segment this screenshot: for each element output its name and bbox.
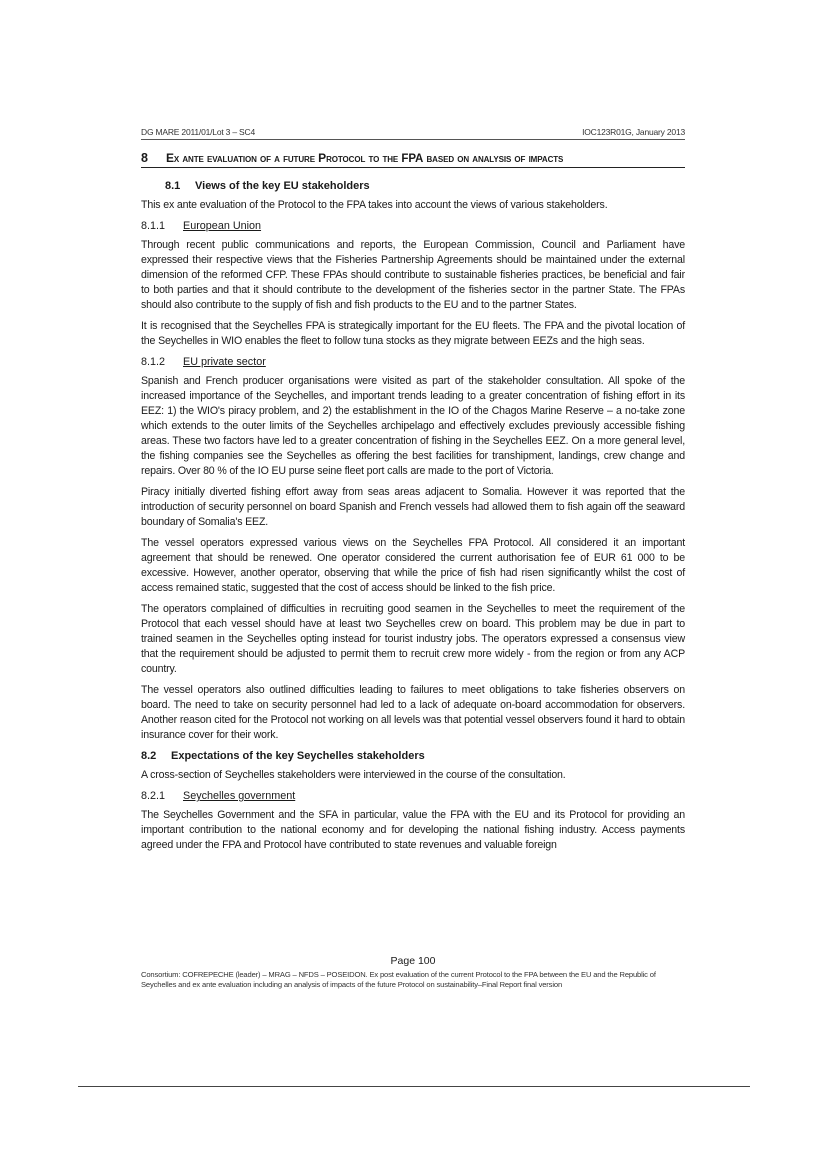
chapter-title-part: to the — [365, 151, 402, 165]
section-title: Views of the key EU stakeholders — [195, 180, 370, 192]
subsection-heading-8-1-1 — [141, 220, 685, 232]
chapter-title-part: based on analysis of impacts — [423, 151, 564, 165]
chapter-title-part: Ex ante evaluation of a future — [166, 151, 319, 165]
paragraph: Through recent public communications and reports, the European Commission, Council and Parliament have expressed their respective views that the Fisheries Partnership Agreements should be maintained under the external dimension of the reformed CFP. These FPAs should contribute to sustainable fisheries practices, be beneficial and fair to both parties and that it should contribute to the development of the fisheries sector in the partner State. The FPAs should also contribute to the supply of fish and fish products to the EU and to the partner States. — [141, 239, 685, 311]
subsection-title: European Union — [183, 220, 262, 232]
subsection-title: EU private sector — [183, 356, 266, 368]
paragraph: Piracy initially diverted fishing effort away from seas areas adjacent to Somalia. However it was reported that the introduction of security personnel on board Spanish and French vessels had allowed them to fish again off the seaward boundary of Somalia's EEZ. — [141, 486, 685, 528]
subsection-number: 8.1.2 — [141, 356, 166, 368]
paragraph: Spanish and French producer organisations were visited as part of the stakeholder consultation. All spoke of the increased importance of the Seychelles, and important trends leading to a greater concentration of fishing effort in its EEZ: 1) the WIO's piracy problem, and 2) the establishment in the IO of the Chagos Marine Reserve – a no-take zone which extends to the outer limits of the Seychelles archipelago and effectively excludes previously accessible fishing areas. These two factors have led to a greater concentration of fishing in the Seychelles EEZ. On a more general level, the fishing companies see the Seychelles as offering the best facilities for transhipment, landings, crew change and repairs. Over 80 % of the IO EU purse seine fleet port calls are made to the port of Victoria. — [141, 375, 685, 477]
paragraph: The vessel operators also outlined difficulties leading to failures to meet obligations to take fisheries observers on board. The need to take on security personnel had led to a lack of adequate on-board accommodation for observers. Another reason cited for the Protocol not working on all levels was that potential vessel observers found it hard to obtain insurance cover for their work. — [141, 684, 685, 741]
paragraph: It is recognised that the Seychelles FPA is strategically important for the EU fleets. The FPA and the pivotal location of the Seychelles in WIO enables the fleet to follow tuna stocks as they migrate between EEZs and the high seas. — [141, 320, 685, 347]
chapter-title-part: Protocol — [318, 151, 366, 165]
divider — [78, 1086, 750, 1087]
paragraph: The operators complained of difficulties in recruiting good seamen in the Seychelles to meet the requirement of the Protocol that each vessel should have at least two Seychelles crew on board. This problem may be due in part to trained seamen in the Seychelles opting instead for tourist industry jobs. The operators expressed a consensus view that the requirement should be adjusted to permit them to recruit crew more widely - from the region or from any ACP country. — [141, 603, 685, 675]
consortium-note: Consortium: COFREPECHE (leader) – MRAG – NFDS – POSEIDON. Ex post evaluation of the current Protocol to the FPA between the EU and the Republic of Seychelles and ex ante evaluation including an analysis of impacts of the future Protocol on sustainability–Final Report final version — [141, 970, 656, 989]
running-header — [141, 127, 685, 140]
chapter-heading — [141, 151, 685, 168]
paragraph: This ex ante evaluation of the Protocol to the FPA takes into account the views of various stakeholders. — [141, 199, 608, 211]
section-title: Expectations of the key Seychelles stakeholders — [171, 750, 425, 762]
page-number: Page 100 — [390, 955, 436, 967]
section-heading-8-1 — [141, 180, 685, 192]
document-page — [141, 127, 685, 853]
paragraph: The Seychelles Government and the SFA in particular, value the FPA with the EU and its Protocol for providing an important contribution to the national economy and for developing the national fishing industry. Access payments agreed under the FPA and Protocol have contributed to state revenues and valuable foreign — [141, 809, 685, 851]
page-footer — [141, 955, 685, 990]
section-number: 8.1 — [165, 180, 181, 192]
header-right: IOC123R01G, January 2013 — [582, 127, 685, 137]
chapter-title-part: FPA — [401, 153, 424, 165]
subsection-number: 8.1.1 — [141, 220, 166, 232]
chapter-number: 8 — [141, 151, 148, 165]
subsection-heading-8-1-2 — [141, 356, 685, 368]
header-left: DG MARE 2011/01/Lot 3 – SC4 — [141, 127, 255, 137]
subsection-heading-8-2-1 — [141, 790, 685, 802]
chapter-title — [166, 151, 563, 165]
subsection-number: 8.2.1 — [141, 790, 166, 802]
paragraph: A cross-section of Seychelles stakeholders were interviewed in the course of the consultation. — [141, 769, 566, 781]
paragraph: The vessel operators expressed various views on the Seychelles FPA Protocol. All considered it an important agreement that should be renewed. One operator considered the current authorisation fee of EUR 61 000 to be excessive. However, another operator, observing that while the price of fish had risen significantly whilst the cost of access remained static, suggested that the cost of access should be linked to the fish price. — [141, 537, 685, 594]
subsection-title: Seychelles government — [183, 790, 296, 802]
section-number: 8.2 — [141, 750, 157, 762]
section-heading-8-2 — [141, 750, 685, 762]
